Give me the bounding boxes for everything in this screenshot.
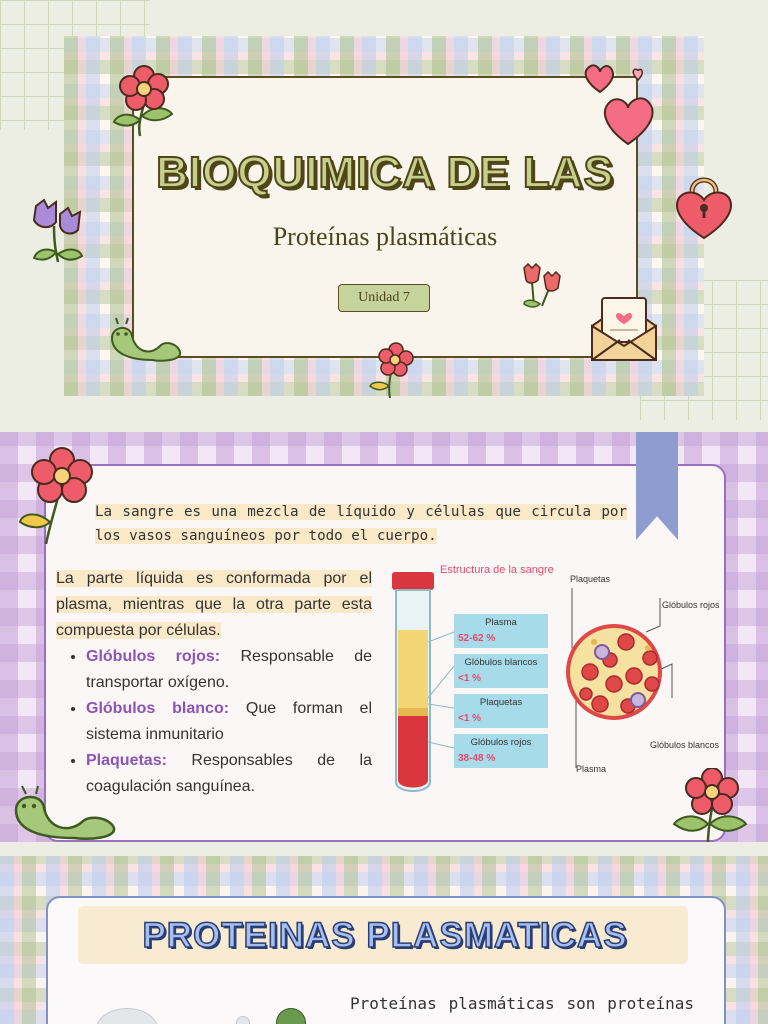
intro-sentence: La sangre es una mezcla de líquido y células que circula por los vasos sanguíneos por todo el cuerpo. [95,504,627,544]
label-globulos-rojos: Glóbulos rojos [662,600,720,610]
body-text: Proteínas plasmáticas son proteínas [350,994,694,1013]
legend-box-percent: <1 % [458,673,482,684]
flower-icon [16,446,100,546]
body-text [56,566,372,800]
list-item [86,748,372,800]
body-paragraph: La parte líquida es conformada por el plasma, mientras que la otra parte esta compuesta por células. [56,570,372,639]
slide-title [0,0,768,420]
legend-box-white-cells [454,654,548,688]
list-desc: Responsable de transportar oxígeno. [86,648,373,691]
heart-lock-icon [672,168,736,240]
list-term: Glóbulos blanco: [86,700,230,717]
legend-box-plasma [454,614,548,648]
diagram-title: Estructura de la sangre [440,564,554,576]
flower-icon [110,64,186,140]
list-desc: Que forman el sistema inmunitario [86,700,372,743]
unit-badge: Unidad 7 [338,284,430,312]
legend-box-name: Plasma [485,617,517,628]
slide-title-heading: BIOQUIMICA DE LAS [156,148,614,197]
list-term: Glóbulos rojos: [86,648,221,665]
legend-box-percent: 38-48 % [458,753,496,764]
molecule-illustration [236,1016,250,1024]
connector-lines [428,622,458,762]
flower-icon [368,342,416,400]
bellflower-icon [26,196,92,264]
legend-box-percent: 52-62 % [458,633,496,644]
tulip-icon [518,262,566,310]
legend-box-name: Glóbulos blancos [464,657,538,668]
legend-box-name: Glóbulos rojos [470,737,532,748]
list-item [86,696,372,748]
title-frame [132,76,638,358]
list-term: Plaquetas: [86,752,167,769]
slide-blood [0,432,768,842]
label-plaquetas: Plaquetas [570,574,611,584]
section-title: PROTEINAS PLASMATICAS [142,916,628,955]
list-desc: Responsables de la coagulación sanguínea. [86,752,372,795]
slide-proteins [0,856,768,1024]
legend-box-name: Plaquetas [479,697,523,708]
list-item [86,644,372,696]
cell-list [56,644,372,800]
flower-icon [668,768,752,842]
legend-box-red-cells [454,734,548,768]
heart-icon [580,62,660,148]
caterpillar-icon [106,316,186,364]
slide-subtitle: Proteínas plasmáticas [272,222,498,251]
label-plasma: Plasma [576,764,607,774]
legend-box-percent: <1 % [458,713,482,724]
label-globulos-blancos: Glóbulos blancos [650,740,720,750]
caterpillar-icon [10,784,122,842]
intro-text [95,500,627,548]
legend-box-platelets [454,694,548,728]
envelope-icon [588,294,660,366]
